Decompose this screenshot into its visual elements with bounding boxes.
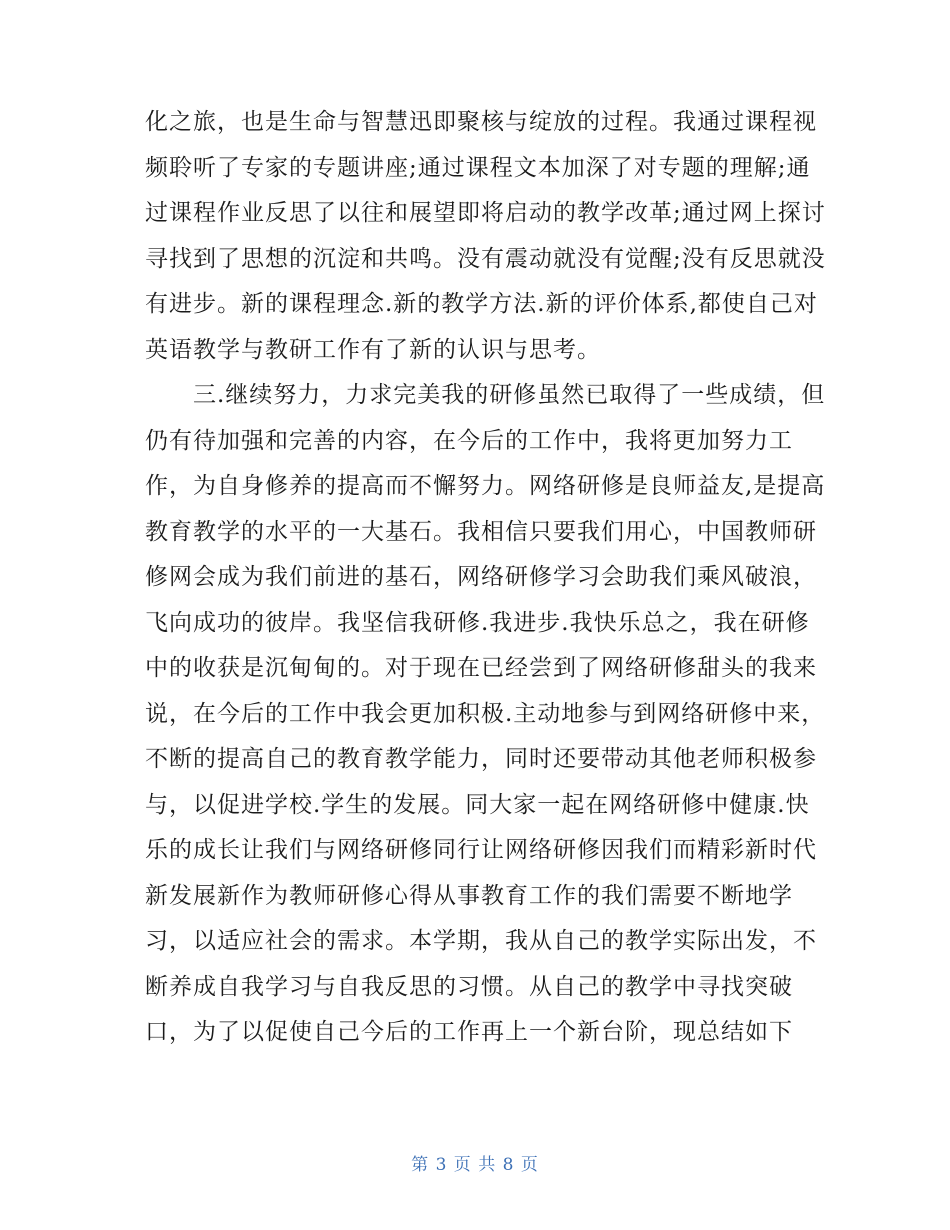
text-line: 英语教学与教研工作有了新的认识与思考。 xyxy=(145,336,601,363)
text-line: 修网会成为我们前进的基石，网络研修学习会助我们乘风破浪， xyxy=(145,564,817,590)
text-line: 化之旅，也是生命与智慧迅即聚核与绽放的过程。我通过课程视 xyxy=(145,109,817,135)
text-line: 寻找到了思想的沉淀和共鸣。没有震动就没有觉醒;没有反思就没 xyxy=(145,245,826,272)
text-line: 作，为自身修养的提高而不懈努力。网络研修是良师益友,是提高 xyxy=(145,473,826,499)
text-line: 飞向成功的彼岸。我坚信我研修.我进步.我快乐总之，我在研修 xyxy=(145,609,810,636)
text-line: 与，以促进学校.学生的发展。同大家一起在网络研修中健康.快 xyxy=(145,791,810,818)
text-line: 习，以适应社会的需求。本学期，我从自己的教学实际出发，不 xyxy=(145,928,817,954)
text-line: 新发展新作为教师研修心得从事教育工作的我们需要不断地学 xyxy=(145,882,793,909)
text-line: 说，在今后的工作中我会更加积极.主动地参与到网络研修中来， xyxy=(145,700,826,727)
text-line: 乐的成长让我们与网络研修同行让网络研修因我们而精彩新时代 xyxy=(145,837,817,863)
page-number-footer: 第 3 页 共 8 页 xyxy=(411,1155,539,1175)
text-line: 有进步。新的课程理念.新的教学方法.新的评价体系,都使自己对 xyxy=(145,291,818,317)
text-line: 不断的提高自己的教育教学能力，同时还要带动其他老师积极参 xyxy=(145,746,817,772)
text-line: 口，为了以促使自己今后的工作再上一个新台阶，现总结如下 xyxy=(145,1019,793,1045)
body-text xyxy=(145,100,826,1056)
text-line: 频聆听了专家的专题讲座;通过课程文本加深了对专题的理解;通 xyxy=(145,154,811,181)
text-line: 教育教学的水平的一大基石。我相信只要我们用心，中国教师研 xyxy=(145,518,817,545)
text-line: 中的收获是沉甸甸的。对于现在已经尝到了网络研修甜头的我来 xyxy=(145,655,817,681)
text-line: 仍有待加强和完善的内容，在今后的工作中，我将更加努力工 xyxy=(145,427,793,454)
text-line: 三.继续努力，力求完美我的研修虽然已取得了一些成绩，但 xyxy=(145,382,826,408)
text-line: 过课程作业反思了以往和展望即将启动的教学改革;通过网上探讨 xyxy=(145,200,826,226)
text-line: 断养成自我学习与自我反思的习惯。从自己的教学中寻找突破 xyxy=(145,973,793,1000)
